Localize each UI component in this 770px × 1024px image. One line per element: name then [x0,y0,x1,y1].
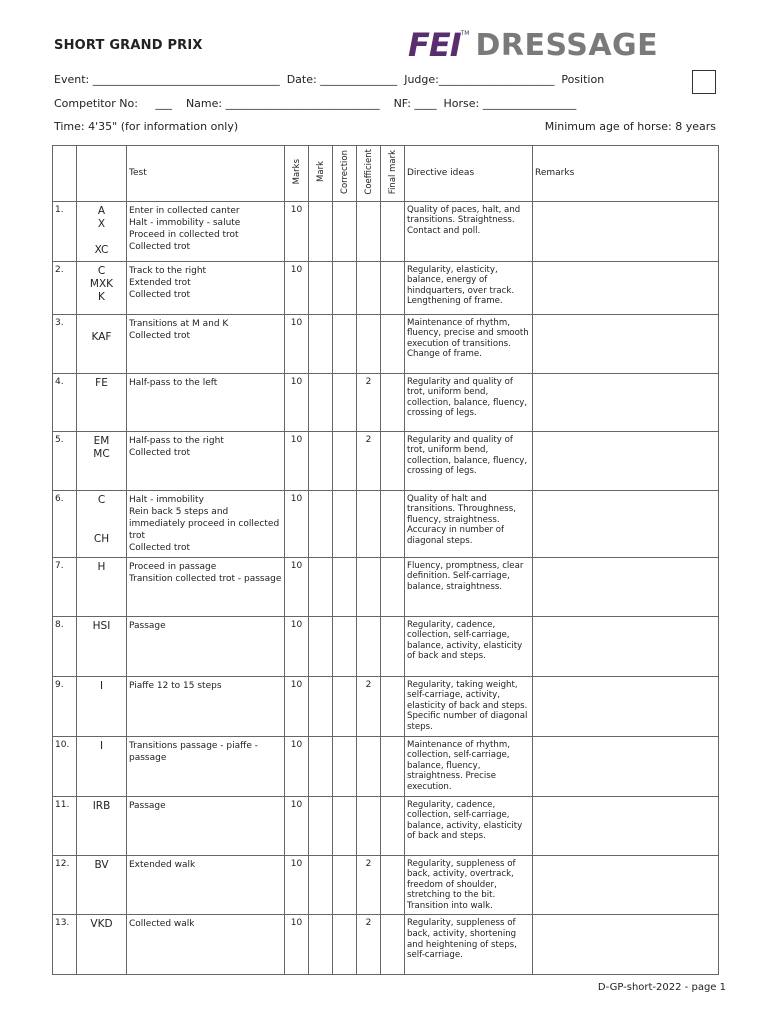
remarks-cell[interactable] [533,736,719,796]
max-marks: 10 [285,557,309,616]
movement-test [127,314,285,373]
page-footer: D-GP-short-2022 - page 1 [597,982,726,993]
coefficient-cell: 2 [357,676,381,736]
letters-header [77,146,127,202]
remarks-header: Remarks [533,146,719,202]
movement-letters [77,796,127,855]
correction-cell[interactable] [333,676,357,736]
letter-line: IRB [92,799,111,812]
final-mark-cell[interactable] [381,915,405,975]
directive-ideas: Maintenance of rhythm, fluency, precise and smooth execution of transitions. Change of frame. [405,314,533,373]
max-marks: 10 [285,855,309,915]
movement-letters [77,557,127,616]
final-mark-cell[interactable] [381,261,405,314]
correction-cell[interactable] [333,490,357,557]
max-marks: 10 [285,431,309,490]
test-line: Passage [129,800,166,811]
correction-cell[interactable] [333,796,357,855]
directive-ideas: Regularity, cadence, collection, self-carriage, balance, activity, elasticity of back and steps. [405,616,533,676]
letter-line [79,231,124,244]
num-header [53,146,77,202]
directive-ideas: Maintenance of rhythm, collection, self-carriage, balance, fluency, straightness. Precise execution. [405,736,533,796]
correction-cell[interactable] [333,915,357,975]
movement-letters [77,915,127,975]
coefficient-cell [357,796,381,855]
test-line: Collected trot [129,330,190,341]
final-mark-cell[interactable] [381,557,405,616]
coefficient-header: Coefficient [357,146,381,202]
table-row [53,796,719,855]
movement-test [127,616,285,676]
coefficient-cell: 2 [357,431,381,490]
mark-cell[interactable] [309,736,333,796]
movement-letters [77,676,127,736]
correction-cell[interactable] [333,431,357,490]
movement-letters [77,616,127,676]
remarks-cell[interactable] [533,431,719,490]
letter-line: H [97,560,106,573]
letter-line [79,520,124,533]
remarks-cell[interactable] [533,201,719,261]
letter-line: C [97,264,106,277]
movement-test [127,431,285,490]
movement-test [127,261,285,314]
test-line: Extended walk [129,859,196,870]
letter-line: MC [93,447,110,460]
letter-line: XC [94,243,109,256]
movement-test [127,736,285,796]
page-title: SHORT GRAND PRIX [54,38,203,53]
remarks-cell[interactable] [533,676,719,736]
max-marks: 10 [285,261,309,314]
letter-line: K [98,290,105,303]
test-line: Transition collected trot - passage [129,573,282,584]
movement-letters [77,736,127,796]
coefficient-cell: 2 [357,915,381,975]
correction-cell[interactable] [333,616,357,676]
movement-test [127,796,285,855]
movement-number: 9. [53,676,77,736]
mark-cell[interactable] [309,676,333,736]
max-marks: 10 [285,373,309,431]
mark-cell[interactable] [309,373,333,431]
correction-cell[interactable] [333,855,357,915]
mark-cell[interactable] [309,616,333,676]
correction-cell[interactable] [333,201,357,261]
test-line: Extended trot [129,277,191,288]
directive-ideas: Regularity, elasticity, balance, energy of hindquarters, over track. Lengthening of frame. [405,261,533,314]
coefficient-cell: 2 [357,373,381,431]
movement-letters [77,201,127,261]
test-line: Collected trot [129,289,190,300]
test-line: Piaffe 12 to 15 steps [129,680,222,691]
remarks-cell[interactable] [533,796,719,855]
directive-ideas: Regularity, suppleness of back, activity, overtrack, freedom of shoulder, stretching to the bit. Transition into walk. [405,855,533,915]
fei-logo-text: FEI [408,26,461,64]
remarks-cell[interactable] [533,314,719,373]
header-row [53,146,719,202]
test-line: Transitions passage - piaffe - passage [129,740,258,763]
table-row [53,557,719,616]
coefficient-cell: 2 [357,855,381,915]
correction-cell[interactable] [333,314,357,373]
letter-line: KAF [91,330,112,343]
movement-number: 7. [53,557,77,616]
movement-letters [77,855,127,915]
test-line: Track to the right [129,265,207,276]
final-mark-cell[interactable] [381,855,405,915]
test-line: Transitions at M and K [129,318,229,329]
movement-number: 3. [53,314,77,373]
max-marks: 10 [285,915,309,975]
final-mark-cell[interactable] [381,796,405,855]
movement-letters [77,490,127,557]
movement-number: 5. [53,431,77,490]
time-note: Time: 4'35" (for information only) [54,120,239,133]
letter-line: CH [93,532,110,545]
table-row [53,855,719,915]
remarks-cell[interactable] [533,490,719,557]
min-age-note: Minimum age of horse: 8 years [544,120,716,133]
remarks-cell[interactable] [533,855,719,915]
movement-test [127,490,285,557]
mark-cell[interactable] [309,490,333,557]
test-line: Collected trot [129,542,190,553]
movement-letters [77,314,127,373]
correction-cell[interactable] [333,557,357,616]
table-row [53,676,719,736]
final-mark-cell[interactable] [381,201,405,261]
correction-cell[interactable] [333,261,357,314]
directive-ideas: Regularity and quality of trot, uniform bend, collection, balance, fluency, crossing of legs. [405,373,533,431]
table-row [53,201,719,261]
letter-line [79,507,124,520]
correction-header: Correction [333,146,357,202]
movement-test [127,201,285,261]
test-line: Collected trot [129,241,190,252]
final-mark-cell[interactable] [381,431,405,490]
movement-test [127,915,285,975]
test-line: Proceed in collected trot [129,229,239,240]
test-line: Half-pass to the right [129,435,224,446]
letter-line: MXK [89,277,114,290]
final-mark-cell[interactable] [381,736,405,796]
test-header: Test [127,146,285,202]
max-marks: 10 [285,616,309,676]
mark-header: Mark [309,146,333,202]
table-row [53,373,719,431]
directive-ideas: Regularity, taking weight, self-carriage, activity, elasticity of back and steps. Specific number of diagonal steps. [405,676,533,736]
test-line: Proceed in passage [129,561,217,572]
mark-cell[interactable] [309,915,333,975]
coefficient-cell [357,736,381,796]
remarks-cell[interactable] [533,915,719,975]
max-marks: 10 [285,736,309,796]
test-line: Halt - immobility [129,494,204,505]
mark-cell[interactable] [309,796,333,855]
directive-ideas: Regularity, suppleness of back, activity, shortening and heightening of steps, self-carriage. [405,915,533,975]
movement-number: 13. [53,915,77,975]
max-marks: 10 [285,676,309,736]
letter-line: EM [93,434,110,447]
mark-cell[interactable] [309,201,333,261]
table-row [53,431,719,490]
movement-number: 8. [53,616,77,676]
movement-letters [77,431,127,490]
movement-number: 11. [53,796,77,855]
movement-number: 12. [53,855,77,915]
letter-line: FE [95,376,108,389]
letter-line: VKD [90,918,113,931]
test-line: Half-pass to the left [129,377,218,388]
max-marks: 10 [285,796,309,855]
mark-cell[interactable] [309,261,333,314]
table-row [53,736,719,796]
test-line: Collected trot [129,447,190,458]
letter-line: X [97,217,106,230]
coefficient-cell [357,261,381,314]
trademark-mark: TM [460,30,470,37]
movement-test [127,855,285,915]
directive-ideas: Regularity, cadence, collection, self-carriage, balance, activity, elasticity of back and steps. [405,796,533,855]
movement-number: 4. [53,373,77,431]
max-marks: 10 [285,490,309,557]
remarks-cell[interactable] [533,616,719,676]
table-row [53,915,719,975]
letter-line: I [99,679,104,692]
final-mark-cell[interactable] [381,373,405,431]
mark-cell[interactable] [309,855,333,915]
correction-cell[interactable] [333,736,357,796]
movement-number: 10. [53,736,77,796]
movement-number: 6. [53,490,77,557]
final-mark-cell[interactable] [381,676,405,736]
directive-header: Directive ideas [405,146,533,202]
letter-line: HSI [92,619,111,632]
test-line: Halt - immobility - salute [129,217,241,228]
movement-test [127,676,285,736]
event-line: Event: __________________________________ Date: ______________ Judge:_____________________ Position [54,73,605,86]
letter-line: C [97,493,106,506]
directive-ideas: Quality of paces, halt, and transitions. Straightness. Contact and poll. [405,201,533,261]
test-line: Rein back 5 steps and immediately proceed in collected trot [129,506,280,541]
letter-line: BV [94,858,109,871]
movement-letters [77,373,127,431]
max-marks: 10 [285,201,309,261]
directive-ideas: Fluency, promptness, clear definition. Self-carriage, balance, straightness. [405,557,533,616]
remarks-cell[interactable] [533,557,719,616]
correction-cell[interactable] [333,373,357,431]
mark-cell[interactable] [309,314,333,373]
letter-line: A [97,204,106,217]
remarks-cell[interactable] [533,373,719,431]
movement-number: 1. [53,201,77,261]
table-row [53,314,719,373]
competitor-line: Competitor No: ___ Name: ____________________________ NF: ____ Horse: _________________ [54,97,577,110]
table-row [53,261,719,314]
score-table [52,145,719,975]
directive-ideas: Quality of halt and transitions. Throughness, fluency, straightness. Accuracy in number of diagonal steps. [405,490,533,557]
test-line: Enter in collected canter [129,205,240,216]
table-row [53,490,719,557]
table-row [53,616,719,676]
coefficient-cell [357,557,381,616]
movement-number: 2. [53,261,77,314]
coefficient-cell [357,314,381,373]
marks-header: Marks [285,146,309,202]
fei-dressage-logo [408,26,658,64]
test-line: Passage [129,620,166,631]
movement-letters [77,261,127,314]
max-marks: 10 [285,314,309,373]
discipline-text: DRESSAGE [475,27,659,63]
final-mark-cell[interactable] [381,616,405,676]
movement-test [127,557,285,616]
mark-cell[interactable] [309,557,333,616]
directive-ideas: Regularity and quality of trot, uniform bend, collection, balance, fluency, crossing of legs. [405,431,533,490]
position-box[interactable] [692,70,716,94]
final-mark-cell[interactable] [381,314,405,373]
letter-line [79,318,124,331]
movement-test [127,373,285,431]
final-mark-cell[interactable] [381,490,405,557]
letter-line: I [99,739,104,752]
mark-cell[interactable] [309,431,333,490]
remarks-cell[interactable] [533,261,719,314]
coefficient-cell [357,490,381,557]
test-line: Collected walk [129,919,195,930]
coefficient-cell [357,616,381,676]
coefficient-cell [357,201,381,261]
final-mark-header: Final mark [381,146,405,202]
